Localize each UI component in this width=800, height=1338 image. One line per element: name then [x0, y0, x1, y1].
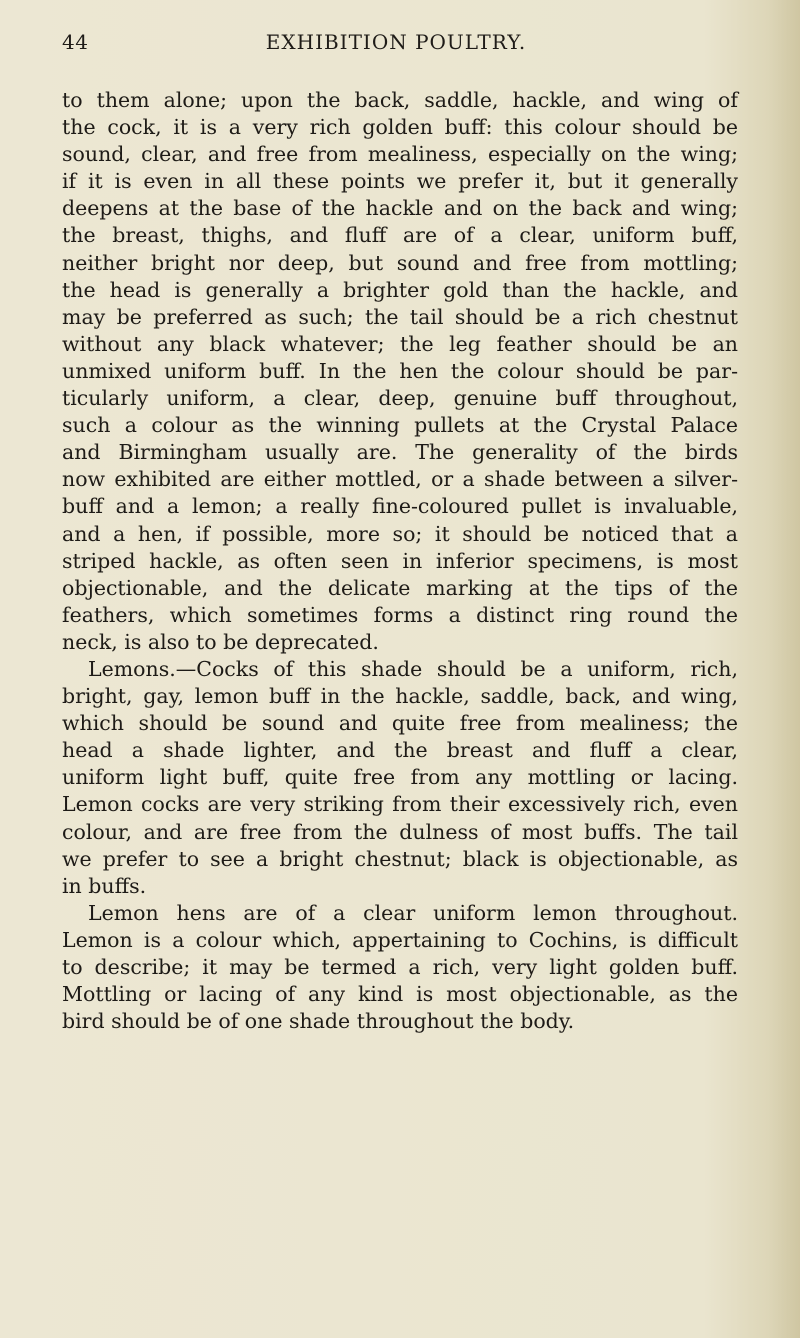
text-line: the head is generally a brighter gold than the hackle, and	[62, 277, 738, 302]
text-line: the cock, it is a very rich golden buff: this colour should be	[62, 115, 738, 140]
text-line: if it is even in all these points we prefer it, but it generally	[62, 169, 738, 194]
text-line: unmixed uniform buff. In the hen the colour should be par-	[62, 358, 738, 383]
text-line: the breast, thighs, and fluff are of a clear, uniform buff,	[62, 223, 738, 248]
text-line: now exhibited are either mottled, or a shade between a silver-	[62, 467, 738, 492]
running-head: EXHIBITION POULTRY.	[265, 30, 527, 54]
text-line: deepens at the base of the hackle and on the back and wing;	[62, 196, 738, 221]
text-line: bird should be of one shade throughout the body.	[62, 1009, 575, 1034]
text-line: and Birmingham usually are. The generality of the birds	[62, 440, 738, 465]
text-line: which should be sound and quite free from mealiness; the	[62, 711, 738, 736]
text-line: may be preferred as such; the tail should be a rich chestnut	[62, 304, 738, 329]
text-line: Lemons.—Cocks of this shade should be a uniform, rich,	[88, 656, 738, 681]
text-line: without any black whatever; the leg feather should be an	[62, 331, 738, 356]
text-line: buff and a lemon; a really fine-coloured pullet is invaluable,	[62, 494, 738, 519]
page-number: 44	[62, 30, 89, 54]
text-line: neither bright nor deep, but sound and free from mottling;	[62, 250, 738, 275]
text-line: we prefer to see a bright chestnut; black is objectionable, as	[62, 846, 738, 871]
page-header	[62, 30, 730, 60]
body-text	[62, 87, 738, 1035]
text-line: Lemon hens are of a clear uniform lemon throughout.	[88, 900, 738, 925]
text-line: head a shade lighter, and the breast and fluff a clear,	[62, 738, 738, 763]
text-line: to them alone; upon the back, saddle, hackle, and wing of	[62, 88, 738, 112]
text-line: such a colour as the winning pullets at the Crystal Palace	[62, 413, 738, 438]
text-line: to describe; it may be termed a rich, very light golden buff.	[62, 955, 738, 979]
text-line: feathers, which sometimes forms a distinct ring round the	[62, 602, 738, 627]
text-line: Mottling or lacing of any kind is most objectionable, as the	[62, 982, 738, 1007]
text-line: and a hen, if possible, more so; it should be noticed that a	[62, 521, 738, 546]
text-line: colour, and are free from the dulness of most buffs. The tail	[62, 819, 738, 844]
text-line: objectionable, and the delicate marking at the tips of the	[62, 575, 738, 600]
text-line: uniform light buff, quite free from any mottling or lacing.	[62, 765, 738, 790]
text-line: ticularly uniform, a clear, deep, genuine buff throughout,	[62, 386, 738, 411]
text-line: Lemon cocks are very striking from their excessively rich, even	[62, 792, 738, 817]
text-line: Lemon is a colour which, appertaining to Cochins, is difficult	[62, 927, 738, 952]
text-line: neck, is also to be deprecated.	[62, 629, 379, 654]
text-line: sound, clear, and free from mealiness, especially on the wing;	[62, 142, 738, 167]
text-line: bright, gay, lemon buff in the hackle, saddle, back, and wing,	[62, 684, 738, 709]
text-line: in buffs.	[62, 873, 147, 898]
text-line: striped hackle, as often seen in inferior specimens, is most	[62, 548, 738, 573]
